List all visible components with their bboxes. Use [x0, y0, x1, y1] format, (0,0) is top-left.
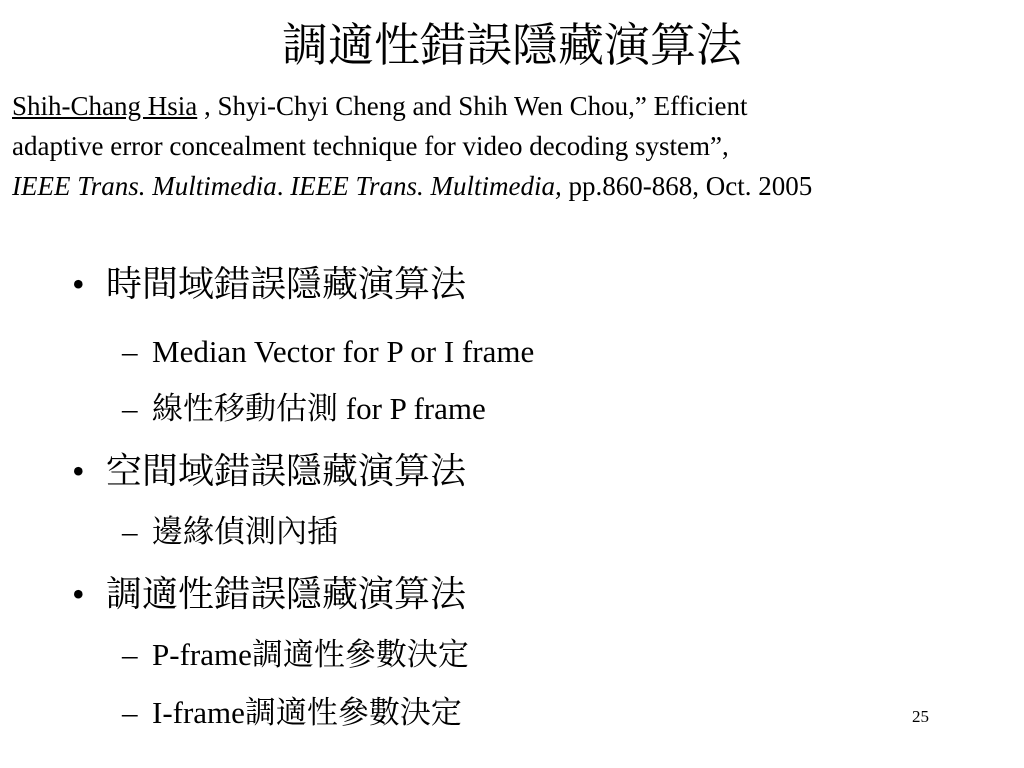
- sub-bullet-item: [122, 389, 486, 429]
- author-link[interactable]: Shih-Chang Hsia: [12, 91, 198, 121]
- bullet-marker: •: [72, 574, 85, 614]
- sub-bullet-text: 線性移動估測 for P frame: [152, 391, 486, 426]
- citation: [12, 86, 1017, 206]
- sub-bullet-item: [122, 693, 462, 733]
- bullet-item: [72, 572, 466, 616]
- bullet-text: 調適性錯誤隱藏演算法: [106, 574, 467, 614]
- sub-bullet-marker: –: [122, 391, 138, 426]
- bullet-marker: •: [72, 264, 85, 304]
- sub-bullet-text: 邊緣偵測內插: [152, 514, 338, 549]
- sub-bullet-text: I-frame調適性參數決定: [152, 695, 462, 730]
- sub-bullet-marker: –: [122, 695, 138, 730]
- bullet-marker: •: [72, 451, 85, 491]
- sub-bullet-marker: –: [122, 637, 138, 672]
- bullet-text: 時間域錯誤隱藏演算法: [106, 264, 467, 304]
- citation-line-2: adaptive error concealment technique for video decoding system”,: [12, 131, 729, 161]
- citation-line-1: [12, 86, 1017, 126]
- citation-line-3: [12, 166, 1017, 206]
- citation-authors: , Shyi-Chyi Cheng and Shih Wen Chou,” Efficient: [197, 91, 748, 121]
- sub-bullet-item: [122, 512, 338, 552]
- journal-separator: .: [276, 171, 291, 201]
- sub-bullet-marker: –: [122, 514, 138, 549]
- sub-bullet-marker: –: [122, 334, 138, 369]
- sub-bullet-text: Median Vector for P or I frame: [152, 334, 535, 369]
- journal-name: IEEE Trans. Multimedia: [12, 171, 277, 201]
- bullet-item: [72, 449, 466, 493]
- sub-bullet-text: P-frame調適性參數決定: [152, 637, 469, 672]
- sub-bullet-item: [122, 332, 534, 372]
- sub-bullet-item: [122, 635, 469, 675]
- bullet-item: [72, 262, 466, 306]
- pages-date: pp.860-868, Oct. 2005: [561, 171, 813, 201]
- page-number: 25: [912, 707, 929, 726]
- slide-title: 調適性錯誤隱藏演算法: [282, 20, 742, 71]
- bullet-text: 空間域錯誤隱藏演算法: [106, 451, 467, 491]
- journal-name-repeat: IEEE Trans. Multimedia,: [290, 171, 562, 201]
